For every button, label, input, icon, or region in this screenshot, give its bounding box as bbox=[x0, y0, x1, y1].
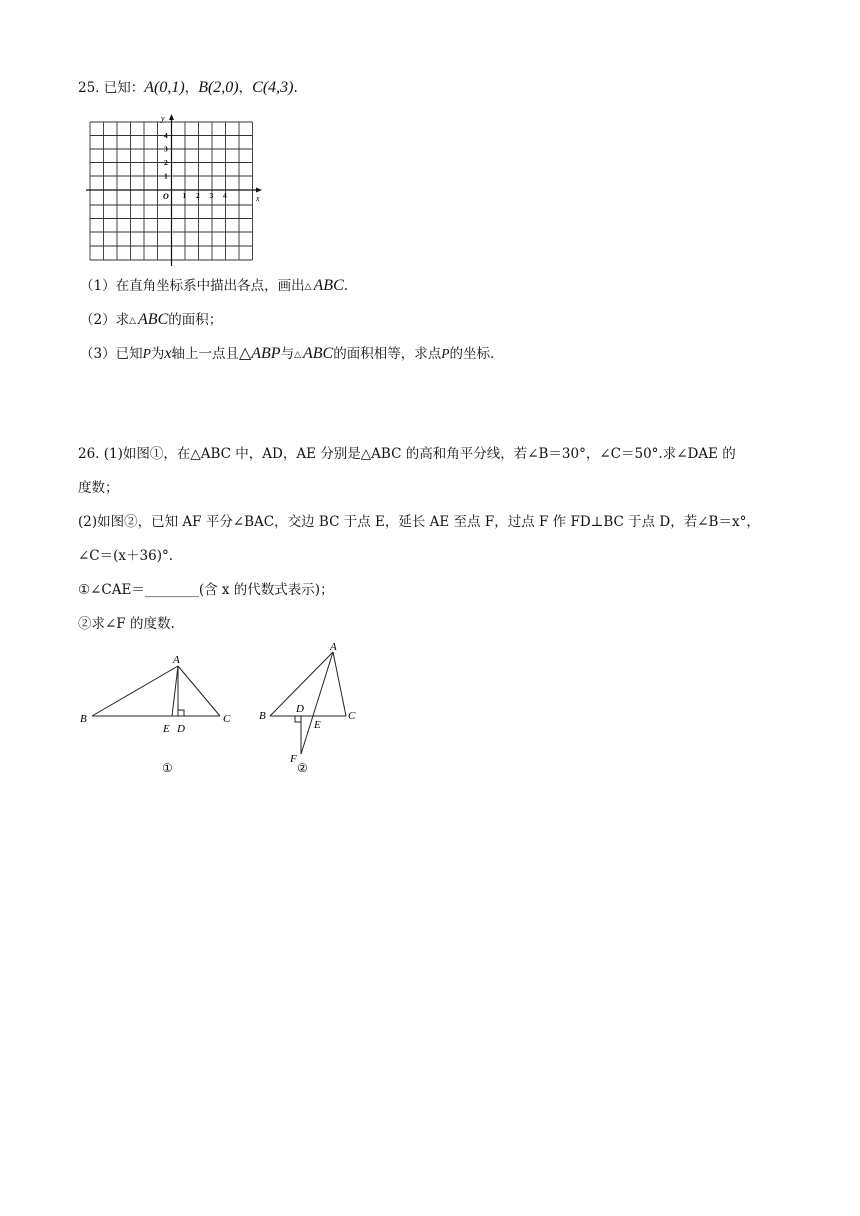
point-p: P bbox=[441, 346, 450, 361]
q25-part1 bbox=[80, 276, 348, 297]
triangle-abc: ABC bbox=[138, 311, 169, 328]
label-c: C bbox=[348, 710, 356, 722]
origin-label: O bbox=[163, 192, 169, 201]
label-b: B bbox=[80, 713, 87, 725]
point-c: C(4,3) bbox=[252, 79, 294, 96]
y-tick-2: 2 bbox=[164, 158, 168, 167]
label-d: D bbox=[296, 703, 304, 715]
q26-line5: ①∠CAE＝________(含 x 的代数式表示)； bbox=[78, 582, 334, 598]
q26-line3: (2)如图②，已知 AF 平分∠BAC，交边 BC 于点 E，延长 AE 至点 F，过点 F 作 FD⊥BC 于点 D，若∠B＝x°， bbox=[78, 514, 760, 530]
y-tick-1: 1 bbox=[164, 171, 168, 181]
q25-part3 bbox=[80, 344, 494, 365]
right-angle-mark bbox=[295, 716, 301, 722]
right-angle-mark bbox=[178, 710, 184, 716]
part2-suffix: 的面积； bbox=[168, 312, 223, 328]
part2-text: （2）求 bbox=[80, 312, 130, 328]
segment-ae bbox=[172, 666, 178, 716]
x-tick-4: 4 bbox=[223, 191, 227, 200]
q26-line4: ∠C＝(x＋36)°. bbox=[78, 548, 174, 564]
triangle-abc: ABC bbox=[303, 345, 334, 362]
part1-suffix: . bbox=[343, 278, 349, 294]
q26-line2: 度数； bbox=[78, 480, 119, 496]
label-c: C bbox=[223, 713, 231, 725]
label-b: B bbox=[259, 710, 266, 722]
point-b: B(2,0) bbox=[198, 79, 239, 96]
y-tick-3: 3 bbox=[164, 144, 168, 154]
part3-suffix: 的坐标. bbox=[449, 346, 495, 362]
q25-end: . bbox=[293, 80, 298, 96]
segment-af bbox=[301, 652, 333, 754]
segment-ac bbox=[178, 666, 220, 716]
y-axis-arrow bbox=[169, 114, 174, 120]
label-e: E bbox=[163, 723, 170, 735]
q25-head: 25. 已知： bbox=[78, 80, 145, 96]
label-e: E bbox=[314, 719, 321, 731]
coordinate-grid bbox=[84, 112, 266, 268]
label-a: A bbox=[173, 654, 180, 666]
separator: ， bbox=[238, 80, 253, 96]
figure-2 bbox=[254, 638, 374, 778]
x-axis-arrow bbox=[256, 188, 262, 193]
x-tick-2: 2 bbox=[196, 191, 200, 200]
figure-1 bbox=[74, 648, 244, 778]
part3-text: 的面积相等，求点 bbox=[333, 346, 442, 362]
q25-statement bbox=[78, 78, 298, 98]
y-tick-4: 4 bbox=[164, 131, 168, 140]
point-a: A(0,1) bbox=[144, 79, 185, 96]
q26-line1: 26. (1)如图①，在△ABC 中，AD，AE 分别是△ABC 的高和角平分线，若∠B＝30°，∠C＝50°.求∠DAE 的 bbox=[78, 446, 736, 462]
point-p: P bbox=[142, 346, 151, 361]
triangle-icon: △ bbox=[129, 316, 137, 326]
triangle-abp: △ABP bbox=[238, 345, 281, 362]
x-var: x bbox=[164, 345, 172, 362]
segment-ba bbox=[92, 666, 178, 716]
caption-2: ② bbox=[297, 761, 308, 775]
separator: ， bbox=[184, 80, 199, 96]
x-tick-3: 3 bbox=[209, 191, 214, 200]
triangle-abc: ABC bbox=[313, 277, 344, 294]
segment-ac bbox=[333, 652, 346, 716]
q26-line6: ②求∠F 的度数. bbox=[78, 616, 175, 632]
triangle-icon: △ bbox=[294, 350, 301, 360]
label-a: A bbox=[330, 641, 337, 653]
part1-text: （1）在直角坐标系中描出各点，画出 bbox=[80, 278, 305, 294]
part3-text: 为 bbox=[150, 346, 165, 362]
part3-text: 轴上一点且 bbox=[171, 346, 239, 362]
label-f: F bbox=[290, 753, 297, 765]
x-axis-label: x bbox=[256, 194, 260, 203]
x-tick-1: 1 bbox=[182, 191, 187, 200]
triangle-icon: △ bbox=[304, 282, 312, 292]
part3-text: 与 bbox=[280, 346, 295, 362]
label-d: D bbox=[177, 723, 185, 735]
caption-1: ① bbox=[162, 761, 173, 775]
q25-part2 bbox=[80, 310, 222, 331]
part3-text: （3）已知 bbox=[80, 346, 143, 362]
y-axis-label: y bbox=[161, 114, 165, 123]
